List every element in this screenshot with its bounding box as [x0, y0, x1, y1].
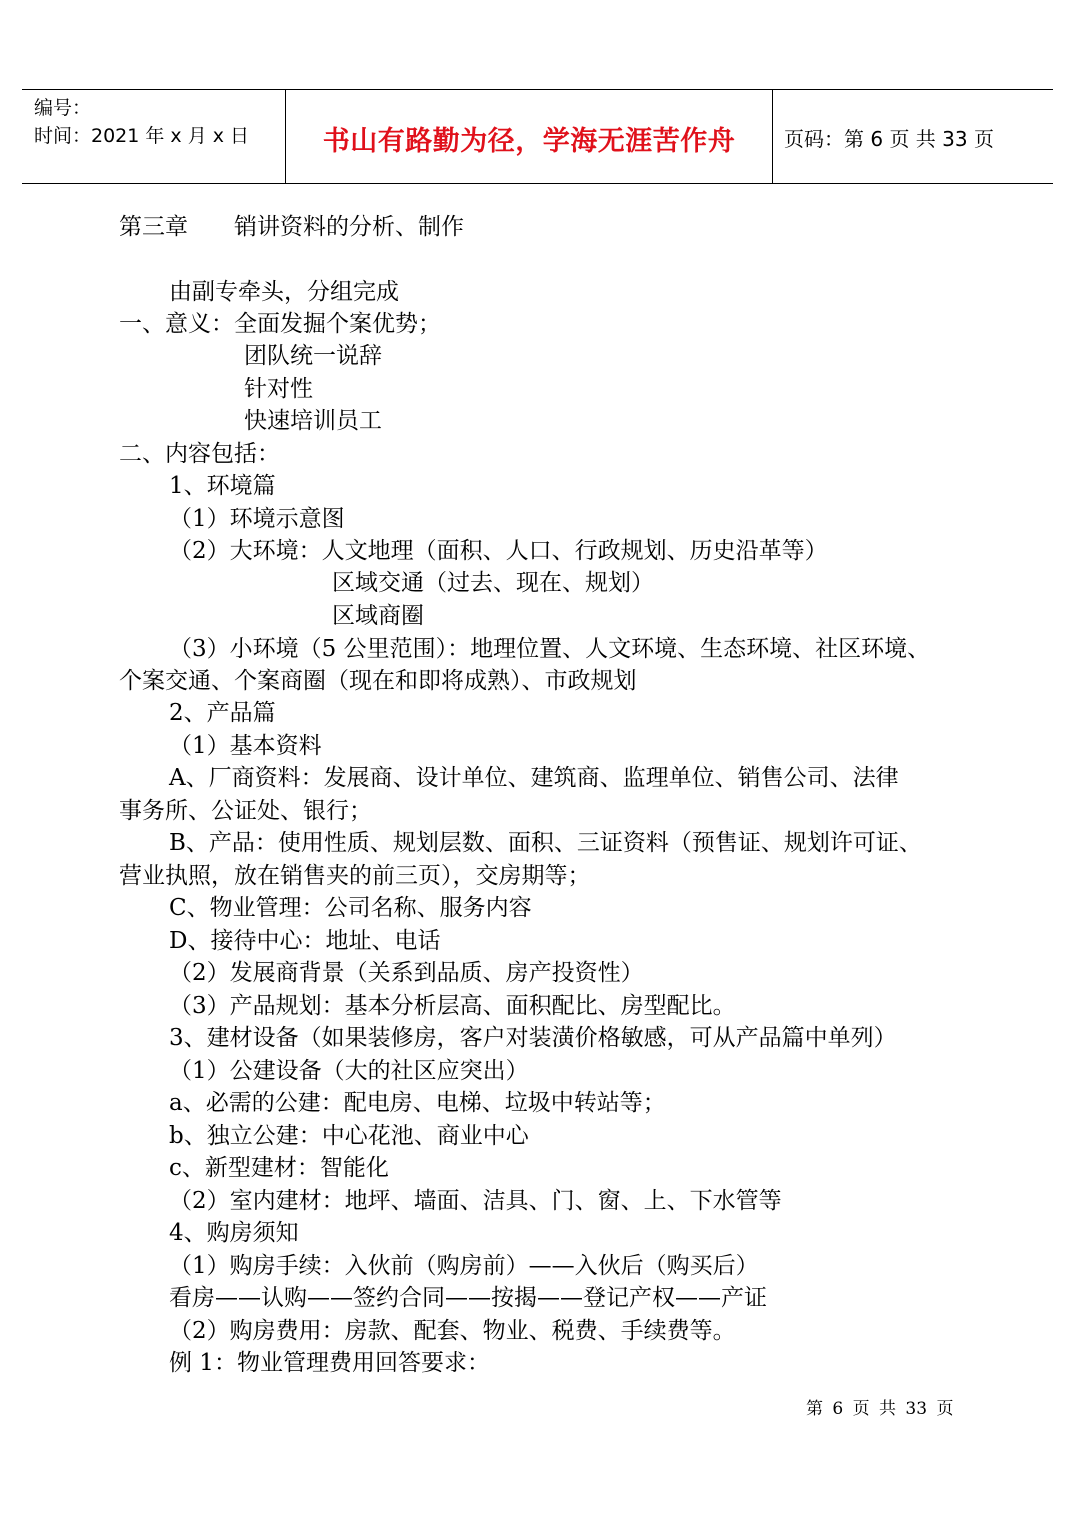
text-line: 针对性	[244, 376, 313, 402]
text-line: 区域交通（过去、现在、规划）	[332, 570, 654, 596]
text-line: （2）发展商背景（关系到品质、房产投资性）	[169, 960, 644, 986]
text-line: a、必需的公建：配电房、电梯、垃圾中转站等；	[169, 1090, 666, 1116]
text-line: （2）室内建材：地坪、墙面、洁具、门、窗、上、下水管等	[169, 1188, 782, 1214]
text-line: （2）购房费用：房款、配套、物业、税费、手续费等。	[169, 1318, 736, 1344]
text-line: （1）购房手续：入伙前（购房前）——入伙后（购买后）	[169, 1253, 759, 1279]
text-line: （1）基本资料	[169, 733, 322, 759]
section-heading: 二、内容包括：	[119, 441, 280, 467]
text-line: 个案交通、个案商圈（现在和即将成熟）、市政规划	[119, 668, 637, 694]
text-line: 营业执照，放在销售夹的前三页），交房期等；	[119, 863, 591, 889]
text-line: c、新型建材：智能化	[169, 1155, 389, 1181]
text-line: b、独立公建：中心花池、商业中心	[169, 1123, 529, 1149]
text-line: （2）大环境：人文地理（面积、人口、行政规划、历史沿革等）	[169, 538, 828, 564]
text-line: B、产品：使用性质、规划层数、面积、三证资料（预售证、规划许可证、	[169, 830, 922, 856]
subsection-heading: 3、建材设备（如果装修房，客户对装潢价格敏感，可从产品篇中单列）	[169, 1025, 897, 1051]
chapter-title: 第三章 销讲资料的分析、制作	[119, 214, 464, 240]
text-line: 例 1：物业管理费用回答要求：	[169, 1350, 490, 1376]
text-line: （3）小环境（5 公里范围）：地理位置、人文环境、生态环境、社区环境、	[169, 636, 931, 662]
page-footer: 第 6 页 共 33 页	[806, 1399, 954, 1419]
text-line: 由副专牵头，分组完成	[169, 279, 399, 305]
text-line: D、接待中心：地址、电话	[169, 928, 441, 954]
subsection-heading: 1、环境篇	[169, 473, 276, 499]
text-line: C、物业管理：公司名称、服务内容	[169, 895, 532, 921]
page-info: 页码：第 6 页 共 33 页	[784, 127, 994, 151]
subsection-heading: 2、产品篇	[169, 700, 276, 726]
motto: 书山有路勤为径，学海无涯苦作舟	[322, 126, 736, 157]
text-line: 事务所、公证处、银行；	[119, 798, 372, 824]
text-line: 看房——认购——签约合同——按揭——登记产权——产证	[169, 1285, 767, 1311]
text-line: 区域商圈	[332, 603, 424, 629]
section-heading: 一、意义：全面发掘个案优势；	[119, 311, 441, 337]
subsection-heading: 4、购房须知	[169, 1220, 299, 1246]
text-line: （1）环境示意图	[169, 506, 345, 532]
number-label: 编号：	[34, 97, 92, 119]
text-line: （1）公建设备（大的社区应突出）	[169, 1058, 529, 1084]
text-line: 快速培训员工	[244, 408, 382, 434]
time-label: 时间：2021 年 x 月 x 日	[34, 125, 250, 147]
text-line: 团队统一说辞	[244, 343, 382, 369]
text-line: （3）产品规划：基本分析层高、面积配比、房型配比。	[169, 993, 736, 1019]
text-line: A、厂商资料：发展商、设计单位、建筑商、监理单位、销售公司、法律	[169, 765, 899, 791]
